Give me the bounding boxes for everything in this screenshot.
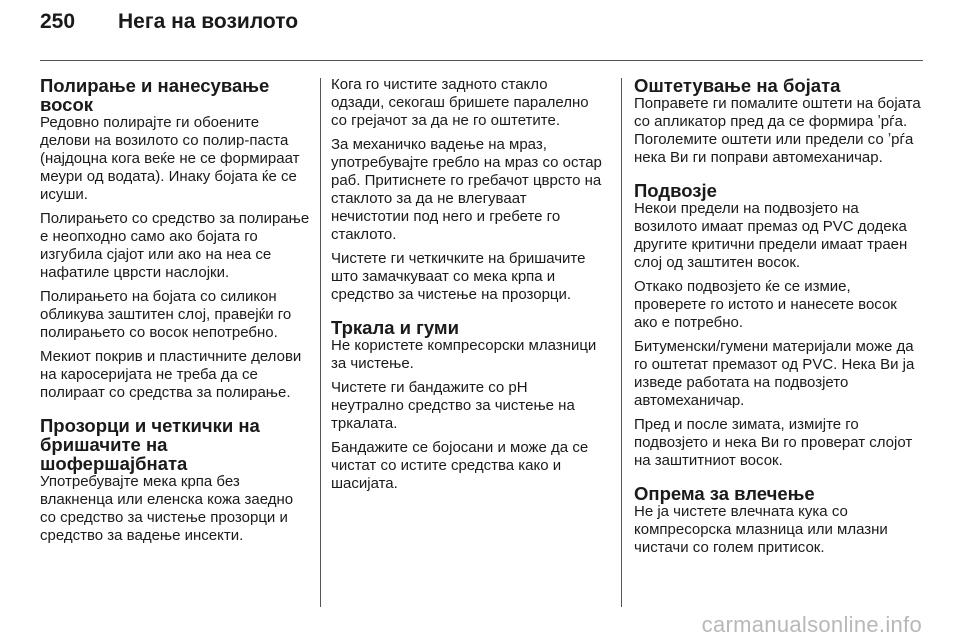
paragraph: Мекиот покрив и пластичните делови на каросеријата не треба да се полираат со средства за полирање.	[40, 348, 302, 401]
paragraph: Некои предели на подвозјето на возилото имаат премаз од PVC додека другите критични предели имаат траен слој од заштитен восок.	[634, 200, 908, 271]
paragraph: Кога го чистите задното стакло одзади, секогаш бришете паралелно со грејачот за да не го оштетите.	[331, 76, 589, 129]
paragraph: Полирањето со средство за полирање е неопходно само ако бојата го изгубила сјајот или ако на неа се нафатиле цврсти наслојки.	[40, 210, 310, 281]
column-divider	[621, 78, 622, 607]
paragraph: Чистете ги бандажите со pH неутрално средство за чистење на тркалата.	[331, 379, 575, 432]
section-heading-wheels-tires: Тркала и гуми	[331, 317, 459, 338]
watermark: carmanualsonline.info	[701, 612, 922, 637]
paragraph: Битуменски/гумени материјали може да го оштетат премазот од PVC. Нека Ви ја изведе работата на подвозјето автомеханичар.	[634, 338, 915, 409]
paragraph: Редовно полирајте ги обоените делови на возилото со полир-паста (најдоцна кога веќе не се формираат меури од водата). Инаку бојата ќе се исуши.	[40, 114, 300, 203]
page-title: Нега на возилото	[118, 10, 299, 33]
column-divider	[320, 78, 321, 607]
paragraph: Не користете компресорски млазници за чистење.	[331, 337, 597, 372]
column-1	[40, 76, 310, 551]
paragraph: Поправете ги помалите оштети на бојата со апликатор пред да се формира ʼрѓа. Поголемите оштети или предели со ʼрѓа нека Ви ги поправи автомеханичар.	[634, 95, 921, 166]
section-heading-windows-wipers: Прозорци и четкички на бришачите на шофершајбната	[40, 415, 260, 474]
paragraph: За механичко вадење на мраз, употребувајте гребло на мраз со остар раб. Притиснете го гребачот цврсто на стаклото за да не влегуваат нечистотии под него и гребете го стаклото.	[331, 136, 602, 243]
section-heading-underbody: Подвозје	[634, 180, 717, 201]
column-3	[634, 76, 924, 563]
page-header	[40, 10, 920, 46]
paragraph: Бандажите се бојосани и може да се чистат со истите средства како и шасијата.	[331, 439, 589, 492]
page-number: 250	[40, 10, 76, 33]
paragraph: Полирањето на бојата со силикон обликува заштитен слој, правејќи го полирањето со восок непотребно.	[40, 288, 292, 341]
header-divider	[40, 60, 923, 61]
section-heading-paint-damage: Оштетување на бојата	[634, 75, 841, 96]
paragraph: Чистете ги четкичките на бришачите што замачкуваат со мека крпа и средство за чистење на прозорци.	[331, 250, 586, 303]
paragraph: Откако подвозјето ќе се измие, проверете го истото и нанесете восок ако е потребно.	[634, 278, 897, 331]
section-heading-polishing: Полирање и нанесување восок	[40, 75, 270, 115]
paragraph: Не ја чистете влечната кука со компресорска млазница или млазни чистачи со голем притисок.	[634, 503, 888, 556]
paragraph: Пред и после зимата, измијте го подвозјето и нека Ви го проверат слојот на заштитниот восок.	[634, 416, 913, 469]
column-2	[331, 76, 603, 499]
section-heading-towing-equipment: Опрема за влечење	[634, 483, 815, 504]
paragraph: Употребувајте мека крпа без влакненца или еленска кожа заедно со средство за чистење прозорци и средство за вадење инсекти.	[40, 473, 294, 544]
